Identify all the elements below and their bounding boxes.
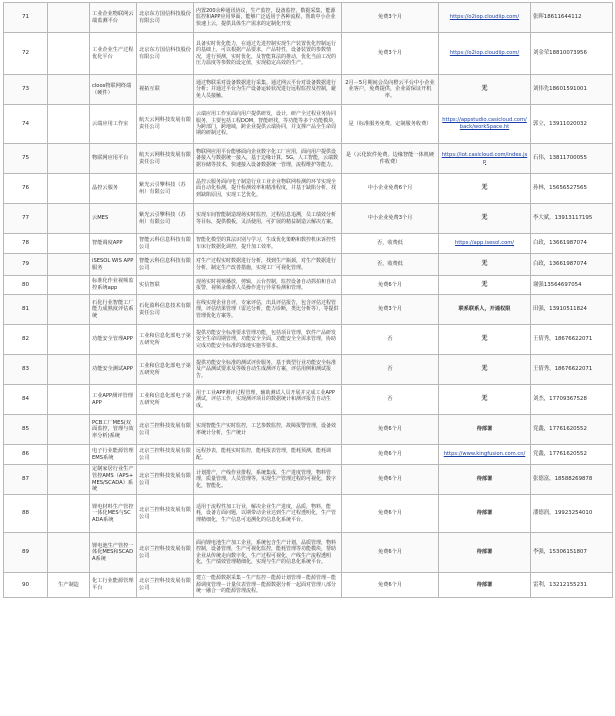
- company-name: 紫光云引擎科技（苏州）有限公司: [137, 204, 194, 234]
- row-number: 76: [4, 174, 48, 204]
- table-row: [4, 276, 613, 295]
- product-name: 工业APP测评管理APP: [90, 385, 137, 415]
- category-cell: [48, 75, 90, 105]
- table-row: [4, 415, 613, 445]
- product-description: 内置200余种通讯协议，生产监控，设备监控，数据采集，能源监控和APP应用界面，能够广泛适用于各种流程，帮助中小企业快速上云，提供具体生产需求的定制化开发: [194, 3, 342, 33]
- company-name: 视拓互联: [137, 75, 194, 105]
- company-name: 北京东方国信科技股份有限公司: [137, 3, 194, 33]
- product-description: 云端应用工作室面向用户提供研发，设计，研产全过程业务协同服务，主要包括工程DOM，智能研找，等功能等多个功能模块，为跨部门，跨地域，跨企业提供云端协同，并支撑产品全生命周期的研制过程。: [194, 105, 342, 144]
- company-name: 北京兰控科技发展有限公司: [137, 445, 194, 465]
- contact-phone: 潘德润，19923254010: [531, 495, 613, 533]
- table-row: [4, 33, 613, 75]
- contact-phone: 李强，15306151807: [531, 533, 613, 573]
- contact-phone: 党鑫，17761620552: [531, 415, 613, 445]
- product-name: cloos物联网终端（硬件）: [90, 75, 137, 105]
- access-link: 联系联系人，开通权限: [439, 295, 531, 325]
- product-description: 具备实时优化能力，在通过先进控制实现生产装置优化控制运行的基础上，可以根据产品要求，产品特性，设备装置的参数情况，进行预测，实时优化，及智能算法的推动，优化当前工况的压力温度等参数的设定值，实现稳定高效的生产。: [194, 33, 342, 75]
- product-description: 通过物联采对设备数据进行采集。通过网云平台对设备数据进行分析；并通过平台为生产设备运转状况进行远程监控及控制，避免人员接触。: [194, 75, 342, 105]
- table-row: [4, 234, 613, 254]
- pricing-info: 否，收费低: [342, 234, 439, 254]
- category-cell: [48, 105, 90, 144]
- pricing-info: 否: [342, 355, 439, 385]
- row-number: 78: [4, 234, 48, 254]
- contact-phone: 刘伟先18601591001: [531, 75, 613, 105]
- access-link[interactable]: https://appstudio.casicloud.com/back/workSpace.ht: [439, 105, 531, 144]
- access-link: 无: [439, 385, 531, 415]
- access-link: 待部署: [439, 573, 531, 598]
- category-cell: [48, 533, 90, 573]
- product-description: 在线实现企业自评，专家评估，出具评估报告，包含评估过程管理，评估结果管理（雷达分析，能力诊断，类比分析等），等提供管理优化方案等。: [194, 295, 342, 325]
- product-description: 建立一能源数据采集－生产监控－能源计划管理－能源管理－能源调度管理－计量仪表管理－能源数据分析一起面对管理八部分统一融合一的能源管理流程。: [194, 573, 342, 598]
- company-name: 航天云网科技发展有限责任公司: [137, 144, 194, 174]
- product-name: 石化行业智能工厂能力成熟度评估系统: [90, 295, 137, 325]
- product-name: 电子行业能源管理EMS系统: [90, 445, 137, 465]
- category-cell: [48, 3, 90, 33]
- pricing-info: 免费6个月: [342, 533, 439, 573]
- product-name: 工业企业物联网云端监测平台: [90, 3, 137, 33]
- product-description: 用于工业APP测评过程管理，辅助测试人员开展并完成工业APP测试，评估工作，实现测评项目的数据统计和测评报告自动生成。: [194, 385, 342, 415]
- row-number: 75: [4, 144, 48, 174]
- pricing-info: 免费3个月: [342, 3, 439, 33]
- category-cell: [48, 254, 90, 276]
- product-description: 提供功能安全标准要求管理功能，包括项目管理，软件产品研发安全生命周期管理，功能安全全面，功能安全全需求管理，协助完成功能安全标准的落地实施等要求。: [194, 325, 342, 355]
- contact-phone: 孙林，15656527565: [531, 174, 613, 204]
- product-name: 智能调度APP: [90, 234, 137, 254]
- product-name: 锂电材料生产管控一体化MES与SCADA系统: [90, 495, 137, 533]
- product-description: 实现智能生产实时监控，工艺参数监控，故障报警管理，设备效率统计分析，生产统计: [194, 415, 342, 445]
- company-name: 工业和信息化部电子第五研究所: [137, 385, 194, 415]
- row-number: 84: [4, 385, 48, 415]
- access-link: 无: [439, 204, 531, 234]
- product-name: 锂电池生产管控一体化MES和SCADA系统: [90, 533, 137, 573]
- company-name: 智能云科信息科技有限公司: [137, 254, 194, 276]
- pricing-info: 免费6个月: [342, 465, 439, 495]
- contact-phone: 石伟，13811700055: [531, 144, 613, 174]
- category-cell: [48, 415, 90, 445]
- pricing-info: 免费6个月: [342, 276, 439, 295]
- access-link: 待部署: [439, 533, 531, 573]
- table-row: [4, 445, 613, 465]
- pricing-info: 免费6个月: [342, 445, 439, 465]
- product-description: 实现车间智能制造现场实时监控，过程信息追溯，员工绩效分析等目标，提供模板，灵活使用，可扩展的精益制造云解决方案。: [194, 204, 342, 234]
- row-number: 74: [4, 105, 48, 144]
- row-number: 77: [4, 204, 48, 234]
- access-link: 待部署: [439, 495, 531, 533]
- company-name: 航天云网科技发展有限责任公司: [137, 105, 194, 144]
- company-name: 工业和信息化部电子第五研究所: [137, 355, 194, 385]
- row-number: 81: [4, 295, 48, 325]
- access-link: 无: [439, 355, 531, 385]
- product-description: 晶控云服务面向电子制造行业工业企业物联网检测的环节实现全面自动化检测，提升检测效率和精准程度，并基于缺陷分析，找到缺陷原因，实现工艺优化。: [194, 174, 342, 204]
- contact-phone: 刘杰，17709367528: [531, 385, 613, 415]
- company-name: 北京兰控科技发展有限公司: [137, 533, 194, 573]
- product-name: 定制家居行业生产管控AMS（APS+MES/SCADA）系统: [90, 465, 137, 495]
- table-row: [4, 573, 613, 598]
- row-number: 72: [4, 33, 48, 75]
- row-number: 85: [4, 415, 48, 445]
- product-description: 智能化模型的算法识别与学习，生成优化策略和数控机床诉控性车床行数据化调控，提升加工效率。: [194, 234, 342, 254]
- category-cell: [48, 295, 90, 325]
- product-name: 晶控云服务: [90, 174, 137, 204]
- product-description: 对生产过程实时数据进行分析，找到生产瓶颈，对生产数据进行分析，制定生产改善措施，实现工厂可视化管理。: [194, 254, 342, 276]
- row-number: 71: [4, 3, 48, 33]
- company-name: 实信智联: [137, 276, 194, 295]
- company-name: 北京兰控科技发展有限公司: [137, 415, 194, 445]
- company-name: 北京东方国信科技股份有限公司: [137, 33, 194, 75]
- company-name: 石化盈科信息技术有限责任公司: [137, 295, 194, 325]
- table-row: [4, 465, 613, 495]
- contact-phone: 白政，13661987074: [531, 234, 613, 254]
- row-number: 87: [4, 465, 48, 495]
- access-link: 无: [439, 254, 531, 276]
- category-cell: 生产制造: [48, 573, 90, 598]
- pricing-info: 免费6个月: [342, 573, 439, 598]
- contact-phone: 王倩秀，18676622071: [531, 325, 613, 355]
- row-number: 79: [4, 254, 48, 276]
- table-row: [4, 533, 613, 573]
- table-row: [4, 355, 613, 385]
- product-name: 标准化作业视频监控系统app: [90, 276, 137, 295]
- row-number: 86: [4, 445, 48, 465]
- access-link: 无: [439, 325, 531, 355]
- pricing-info: 免费3个月: [342, 295, 439, 325]
- category-cell: [48, 276, 90, 295]
- contact-phone: 李大斌，13913117195: [531, 204, 613, 234]
- product-name: 云端应用工作室: [90, 105, 137, 144]
- category-cell: [48, 204, 90, 234]
- company-name: 紫光云引擎科技（苏州）有限公司: [137, 174, 194, 204]
- product-name: 云MES: [90, 204, 137, 234]
- contact-phone: 张德富，18588269878: [531, 465, 613, 495]
- product-name: iSESOL WIS APP服务: [90, 254, 137, 276]
- table-row: [4, 204, 613, 234]
- product-description: 远程抄表，能耗实时监控，能耗报表管理，能耗预测，能耗调配。: [194, 445, 342, 465]
- pricing-info: 中小企业免费3个月: [342, 204, 439, 234]
- pricing-info: 免费6个月: [342, 415, 439, 445]
- table-row: [4, 174, 613, 204]
- contact-phone: 郭立，13911020032: [531, 105, 613, 144]
- product-description: 面向锂电池生产加工企业，系统包含生产计划，品质管理，物料控制，设备管理，生产可视化监控，能耗管理等功能模块，帮助企业从传统走向数字化，生产过程可视化，产线生产流程透明化，生产绩效管理精细化，实现与生产的信息化系统平台。: [194, 533, 342, 573]
- product-description: 计划排产，产线作业排程，系统集成，生产进度管理，物料管理，质量管理，人员管理等，实现生产管理过程的可视化，数字化，智能化。: [194, 465, 342, 495]
- company-name: 智能云科信息科技有限公司: [137, 234, 194, 254]
- table-row: [4, 295, 613, 325]
- product-table: [3, 2, 613, 598]
- category-cell: [48, 33, 90, 75]
- product-name: 工业企业生产过程优化平台: [90, 33, 137, 75]
- access-link[interactable]: https://iot.casicloud.com/index.jsp: [439, 144, 531, 174]
- product-name: PCB工厂MES(双面监控，管理与效率分析)系统: [90, 415, 137, 445]
- product-description: 提供功能安全标准的测试评价服务，基于典型行业功能安全标准及产品测试要求及等级自动生成测评方案，评估用例和测试报告。: [194, 355, 342, 385]
- category-cell: [48, 144, 90, 174]
- company-name: 北京兰控科技发展有限公司: [137, 465, 194, 495]
- contact-phone: 雷利，13212155231: [531, 573, 613, 598]
- row-number: 80: [4, 276, 48, 295]
- row-number: 90: [4, 573, 48, 598]
- category-cell: [48, 325, 90, 355]
- table-row: [4, 75, 613, 105]
- pricing-info: 是（云化软件免费，边缘智能一体机硬件收费）: [342, 144, 439, 174]
- category-cell: [48, 495, 90, 533]
- category-cell: [48, 355, 90, 385]
- contact-phone: 刘金荣18810073956: [531, 33, 613, 75]
- product-name: 功能安全管理APP: [90, 325, 137, 355]
- access-link[interactable]: https://www.kingfusion.com.cn/: [439, 445, 531, 465]
- product-name: 化工行业能源管理平台: [90, 573, 137, 598]
- pricing-info: 否: [342, 325, 439, 355]
- row-number: 73: [4, 75, 48, 105]
- access-link: 无: [439, 276, 531, 295]
- category-cell: [48, 234, 90, 254]
- product-description: 适用于流程性加工行业，解决企业生产进度，品质，物料，能耗，设备方面问题，以期带动企业达到生产过程透明化，生产管理精细化，生产信息可追溯化的信息化系统平台。: [194, 495, 342, 533]
- row-number: 82: [4, 325, 48, 355]
- category-cell: [48, 465, 90, 495]
- company-name: 北京兰控科技发展有限公司: [137, 573, 194, 598]
- product-description: 物联网应用平台能够面向企业数字化工厂应用，面向用户提供设备接入与数据统一接入，基于边缘计算，5G，人工智能，云端数据存储等技术，快速接入设备数据统一管理，流程维护等能力。: [194, 144, 342, 174]
- table-row: [4, 144, 613, 174]
- pricing-info: 免费6个月: [342, 495, 439, 533]
- access-link[interactable]: https://o2iop.cloudiip.com/: [439, 3, 531, 33]
- table-row: [4, 325, 613, 355]
- pricing-info: 否，收费低: [342, 254, 439, 276]
- contact-phone: 王倩秀，18676622071: [531, 355, 613, 385]
- company-name: 工业和信息化部电子第五研究所: [137, 325, 194, 355]
- contact-phone: 谢强13564697054: [531, 276, 613, 295]
- access-link[interactable]: https://o2iop.cloudiip.com/: [439, 33, 531, 75]
- pricing-info: 是（标准服务免费，定制服务收费）: [342, 105, 439, 144]
- contact-phone: 田强，13910511824: [531, 295, 613, 325]
- table-row: [4, 385, 613, 415]
- product-description: 现场实时视频播放，剪辑，云台控制，监控设备自动抓拍和自动报警，视频录像供人员操作进行异常检测和管理。: [194, 276, 342, 295]
- pricing-info: 免费3个月: [342, 33, 439, 75]
- access-link: 待部署: [439, 415, 531, 445]
- access-link: 无: [439, 174, 531, 204]
- product-name: 物联网应用平台: [90, 144, 137, 174]
- row-number: 83: [4, 355, 48, 385]
- table-row: [4, 254, 613, 276]
- access-link[interactable]: https://app.isesol.com/: [439, 234, 531, 254]
- category-cell: [48, 385, 90, 415]
- access-link: 无: [439, 75, 531, 105]
- pricing-info: 2月－5月期间会员向橙云平台中小企业业客户，免费提供，企业需保证开机率。: [342, 75, 439, 105]
- table-row: [4, 105, 613, 144]
- category-cell: [48, 174, 90, 204]
- access-link: 待部署: [439, 465, 531, 495]
- row-number: 89: [4, 533, 48, 573]
- row-number: 88: [4, 495, 48, 533]
- table-row: [4, 3, 613, 33]
- contact-phone: 张晖18611644112: [531, 3, 613, 33]
- product-name: 功能安全测试APP: [90, 355, 137, 385]
- pricing-info: 中小企业免费6个月: [342, 174, 439, 204]
- company-name: 北京兰控科技发展有限公司: [137, 495, 194, 533]
- contact-phone: 白政，13661987074: [531, 254, 613, 276]
- category-cell: [48, 445, 90, 465]
- contact-phone: 党鑫，17761620552: [531, 445, 613, 465]
- table-row: [4, 495, 613, 533]
- pricing-info: 否: [342, 385, 439, 415]
